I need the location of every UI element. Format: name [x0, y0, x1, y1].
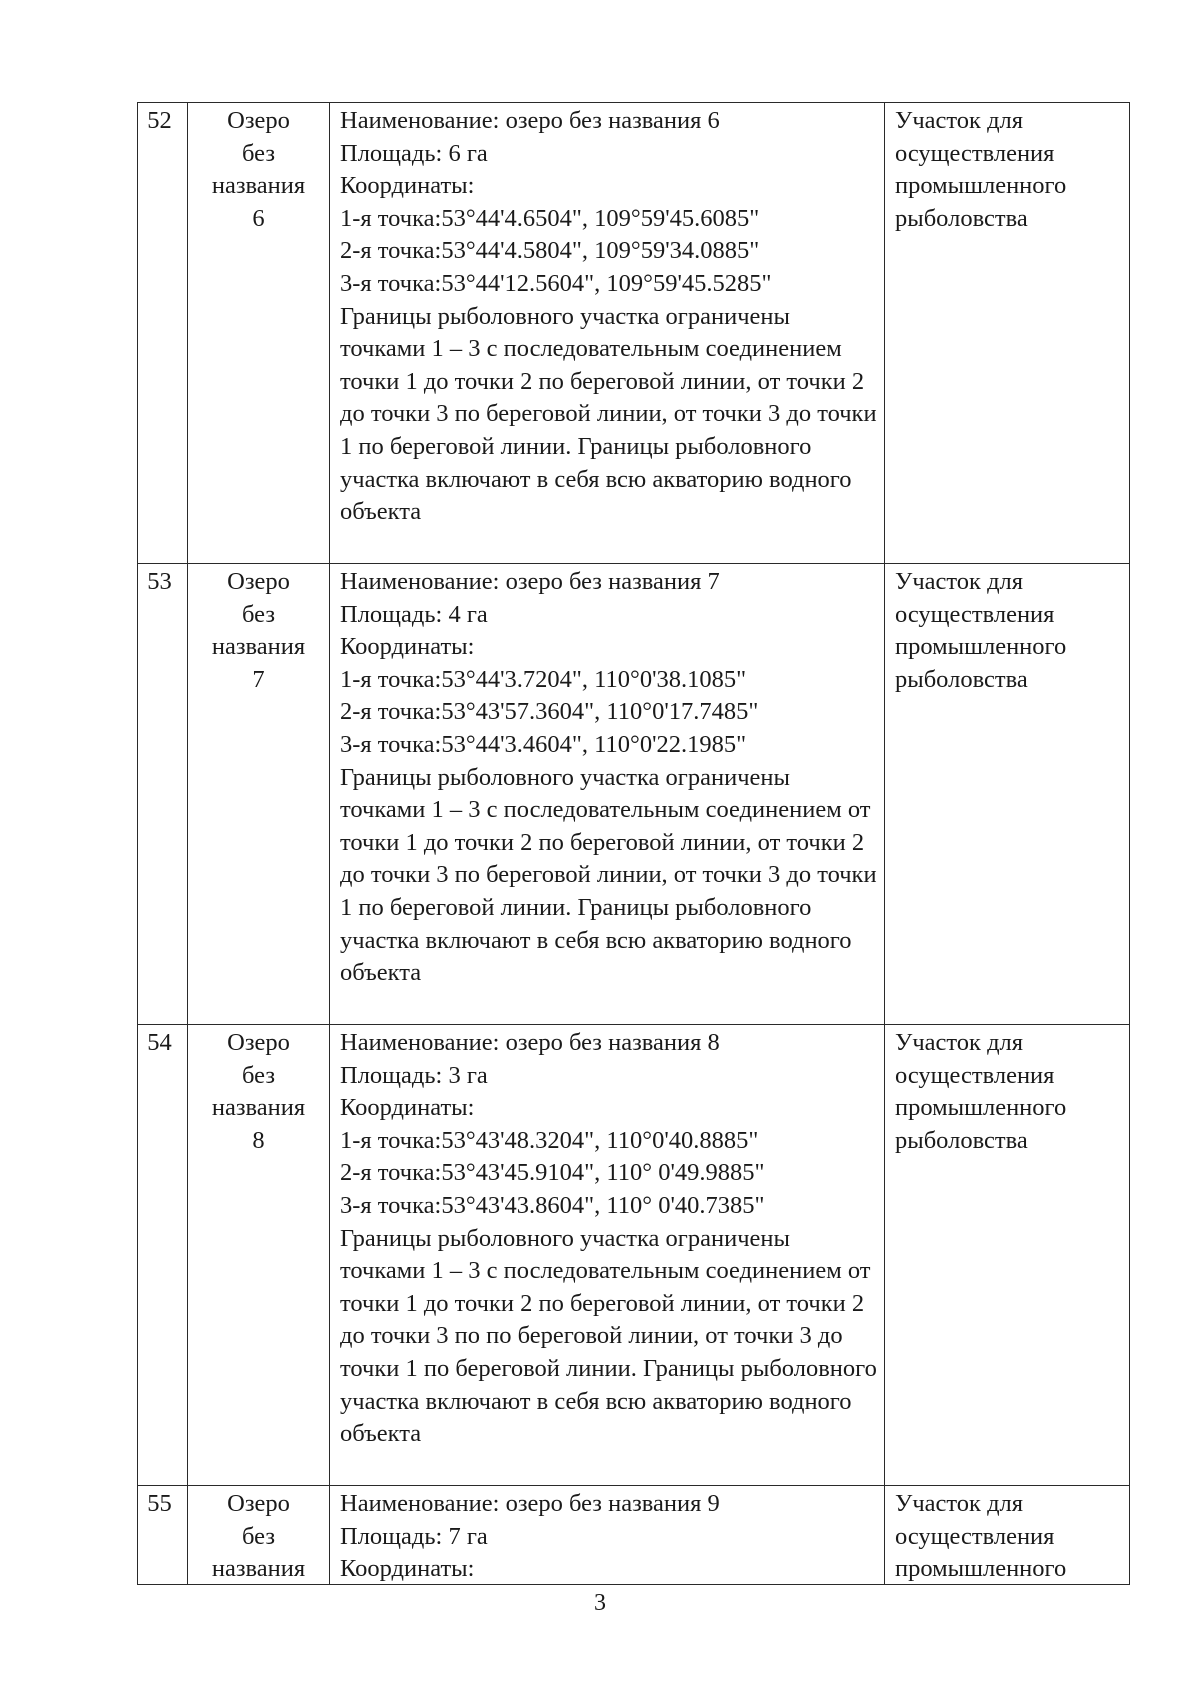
purpose-line: рыболовства [895, 665, 1028, 693]
row-number: 54 [138, 1025, 188, 1486]
table-row [138, 1486, 1130, 1585]
lake-name-line: Озеро [227, 107, 290, 134]
purpose-line: осуществления [895, 1522, 1055, 1550]
lake-name-line: 6 [252, 204, 265, 232]
boundaries-description: Границы рыболовного участка ограничены точками 1 – 3 с последовательным соединением точки 1 до точки 2 по береговой линии, от точки 2 до точки 3 по береговой линии, от точки 3 до точки 1 по береговой линии. Границы рыболовного участка включают в себя всю акваторию водного объекта [340, 302, 877, 526]
purpose-cell [885, 103, 1130, 564]
area-line: Площадь: 4 га [340, 600, 488, 628]
lake-name-line: без [242, 1061, 275, 1089]
boundaries-description: Границы рыболовного участка ограничены точками 1 – 3 с последовательным соединением от точки 1 до точки 2 по береговой линии, от точки 2 до точки 3 по береговой линии, от точки 3 до точки 1 по береговой линии. Границы рыболовного участка включают в себя всю акваторию водного объекта [340, 763, 877, 987]
purpose-line: осуществления [895, 1061, 1055, 1089]
coordinate-point-2: 2-я точка:53°44'4.5804", 109°59'34.0885" [340, 237, 760, 265]
lake-name-line: Озеро [227, 1029, 290, 1056]
lake-name-line: названия [211, 1094, 306, 1122]
lake-name-line: Озеро [227, 568, 290, 595]
coordinate-point-3: 3-я точка:53°44'12.5604", 109°59'45.5285" [340, 269, 772, 297]
lake-name-line: Озеро [227, 1490, 290, 1517]
purpose-cell [885, 1025, 1130, 1486]
purpose-line: Участок для [895, 1490, 1024, 1517]
lake-name-line: без [242, 1522, 275, 1550]
coordinate-point-3: 3-я точка:53°43'43.8604", 110° 0'40.7385" [340, 1191, 765, 1219]
lake-name-line: названия [211, 172, 306, 200]
page-number: 3 [594, 1590, 606, 1616]
row-number-text: 55 [147, 1490, 172, 1517]
description-cell [330, 1025, 885, 1486]
lake-name-cell [188, 1025, 330, 1486]
purpose-line: осуществления [895, 600, 1055, 628]
purpose-line: рыболовства [895, 204, 1028, 232]
boundaries-description: Границы рыболовного участка ограничены точками 1 – 3 с последовательным соединением от точки 1 до точки 2 по береговой линии, от точки 2 до точки 3 по по береговой линии, от точки 3 до точки 1 по береговой линии. Границы рыболовного участка включают в себя всю акваторию водного объекта [340, 1224, 877, 1448]
lake-title-line: Наименование: озеро без названия 8 [340, 1029, 720, 1056]
description-cell [330, 564, 885, 1025]
table-row [138, 103, 1130, 564]
lake-title-line: Наименование: озеро без названия 9 [340, 1490, 720, 1517]
table-row [138, 1025, 1130, 1486]
purpose-line: осуществления [895, 139, 1055, 167]
lake-name-cell [188, 103, 330, 564]
row-number: 52 [138, 103, 188, 564]
lake-name-cell [188, 1486, 330, 1585]
coordinate-point-3: 3-я точка:53°44'3.4604", 110°0'22.1985" [340, 730, 747, 758]
coordinates-heading: Координаты: [340, 1555, 475, 1583]
table-row [138, 564, 1130, 1025]
purpose-cell [885, 564, 1130, 1025]
description-cell [330, 1486, 885, 1585]
purpose-line: промышленного [895, 1555, 1067, 1583]
purpose-line: Участок для [895, 1029, 1024, 1056]
coordinate-point-2: 2-я точка:53°43'57.3604", 110°0'17.7485" [340, 698, 759, 726]
coordinate-point-1: 1-я точка:53°44'4.6504", 109°59'45.6085" [340, 204, 760, 232]
row-number [138, 1486, 188, 1585]
lake-title-line: Наименование: озеро без названия 6 [340, 107, 720, 134]
row-number: 53 [138, 564, 188, 1025]
coordinate-point-1: 1-я точка:53°43'48.3204", 110°0'40.8885" [340, 1126, 759, 1154]
lake-name-line: без [242, 600, 275, 628]
lake-name-line: 8 [252, 1126, 265, 1154]
coordinates-heading: Координаты: [340, 172, 475, 200]
lake-title-line: Наименование: озеро без названия 7 [340, 568, 720, 595]
coordinates-heading: Координаты: [340, 633, 475, 661]
purpose-cell [885, 1486, 1130, 1585]
purpose-line: Участок для [895, 107, 1024, 134]
description-cell [330, 103, 885, 564]
coordinate-point-1: 1-я точка:53°44'3.7204", 110°0'38.1085" [340, 665, 747, 693]
fishing-areas-table [137, 102, 1130, 1585]
purpose-line: промышленного [895, 172, 1067, 200]
lake-name-line: названия [211, 633, 306, 661]
purpose-line: промышленного [895, 633, 1067, 661]
lake-name-line: 7 [252, 665, 265, 693]
area-line: Площадь: 6 га [340, 139, 488, 167]
lake-name-cell [188, 564, 330, 1025]
area-line: Площадь: 3 га [340, 1061, 488, 1089]
purpose-line: рыболовства [895, 1126, 1028, 1154]
lake-name-line: названия [211, 1555, 306, 1583]
purpose-line: Участок для [895, 568, 1024, 595]
coordinate-point-2: 2-я точка:53°43'45.9104", 110° 0'49.9885" [340, 1159, 765, 1187]
lake-name-line: без [242, 139, 275, 167]
purpose-line: промышленного [895, 1094, 1067, 1122]
coordinates-heading: Координаты: [340, 1094, 475, 1122]
area-line: Площадь: 7 га [340, 1522, 488, 1550]
fishing-areas-table-container [137, 102, 1129, 1585]
